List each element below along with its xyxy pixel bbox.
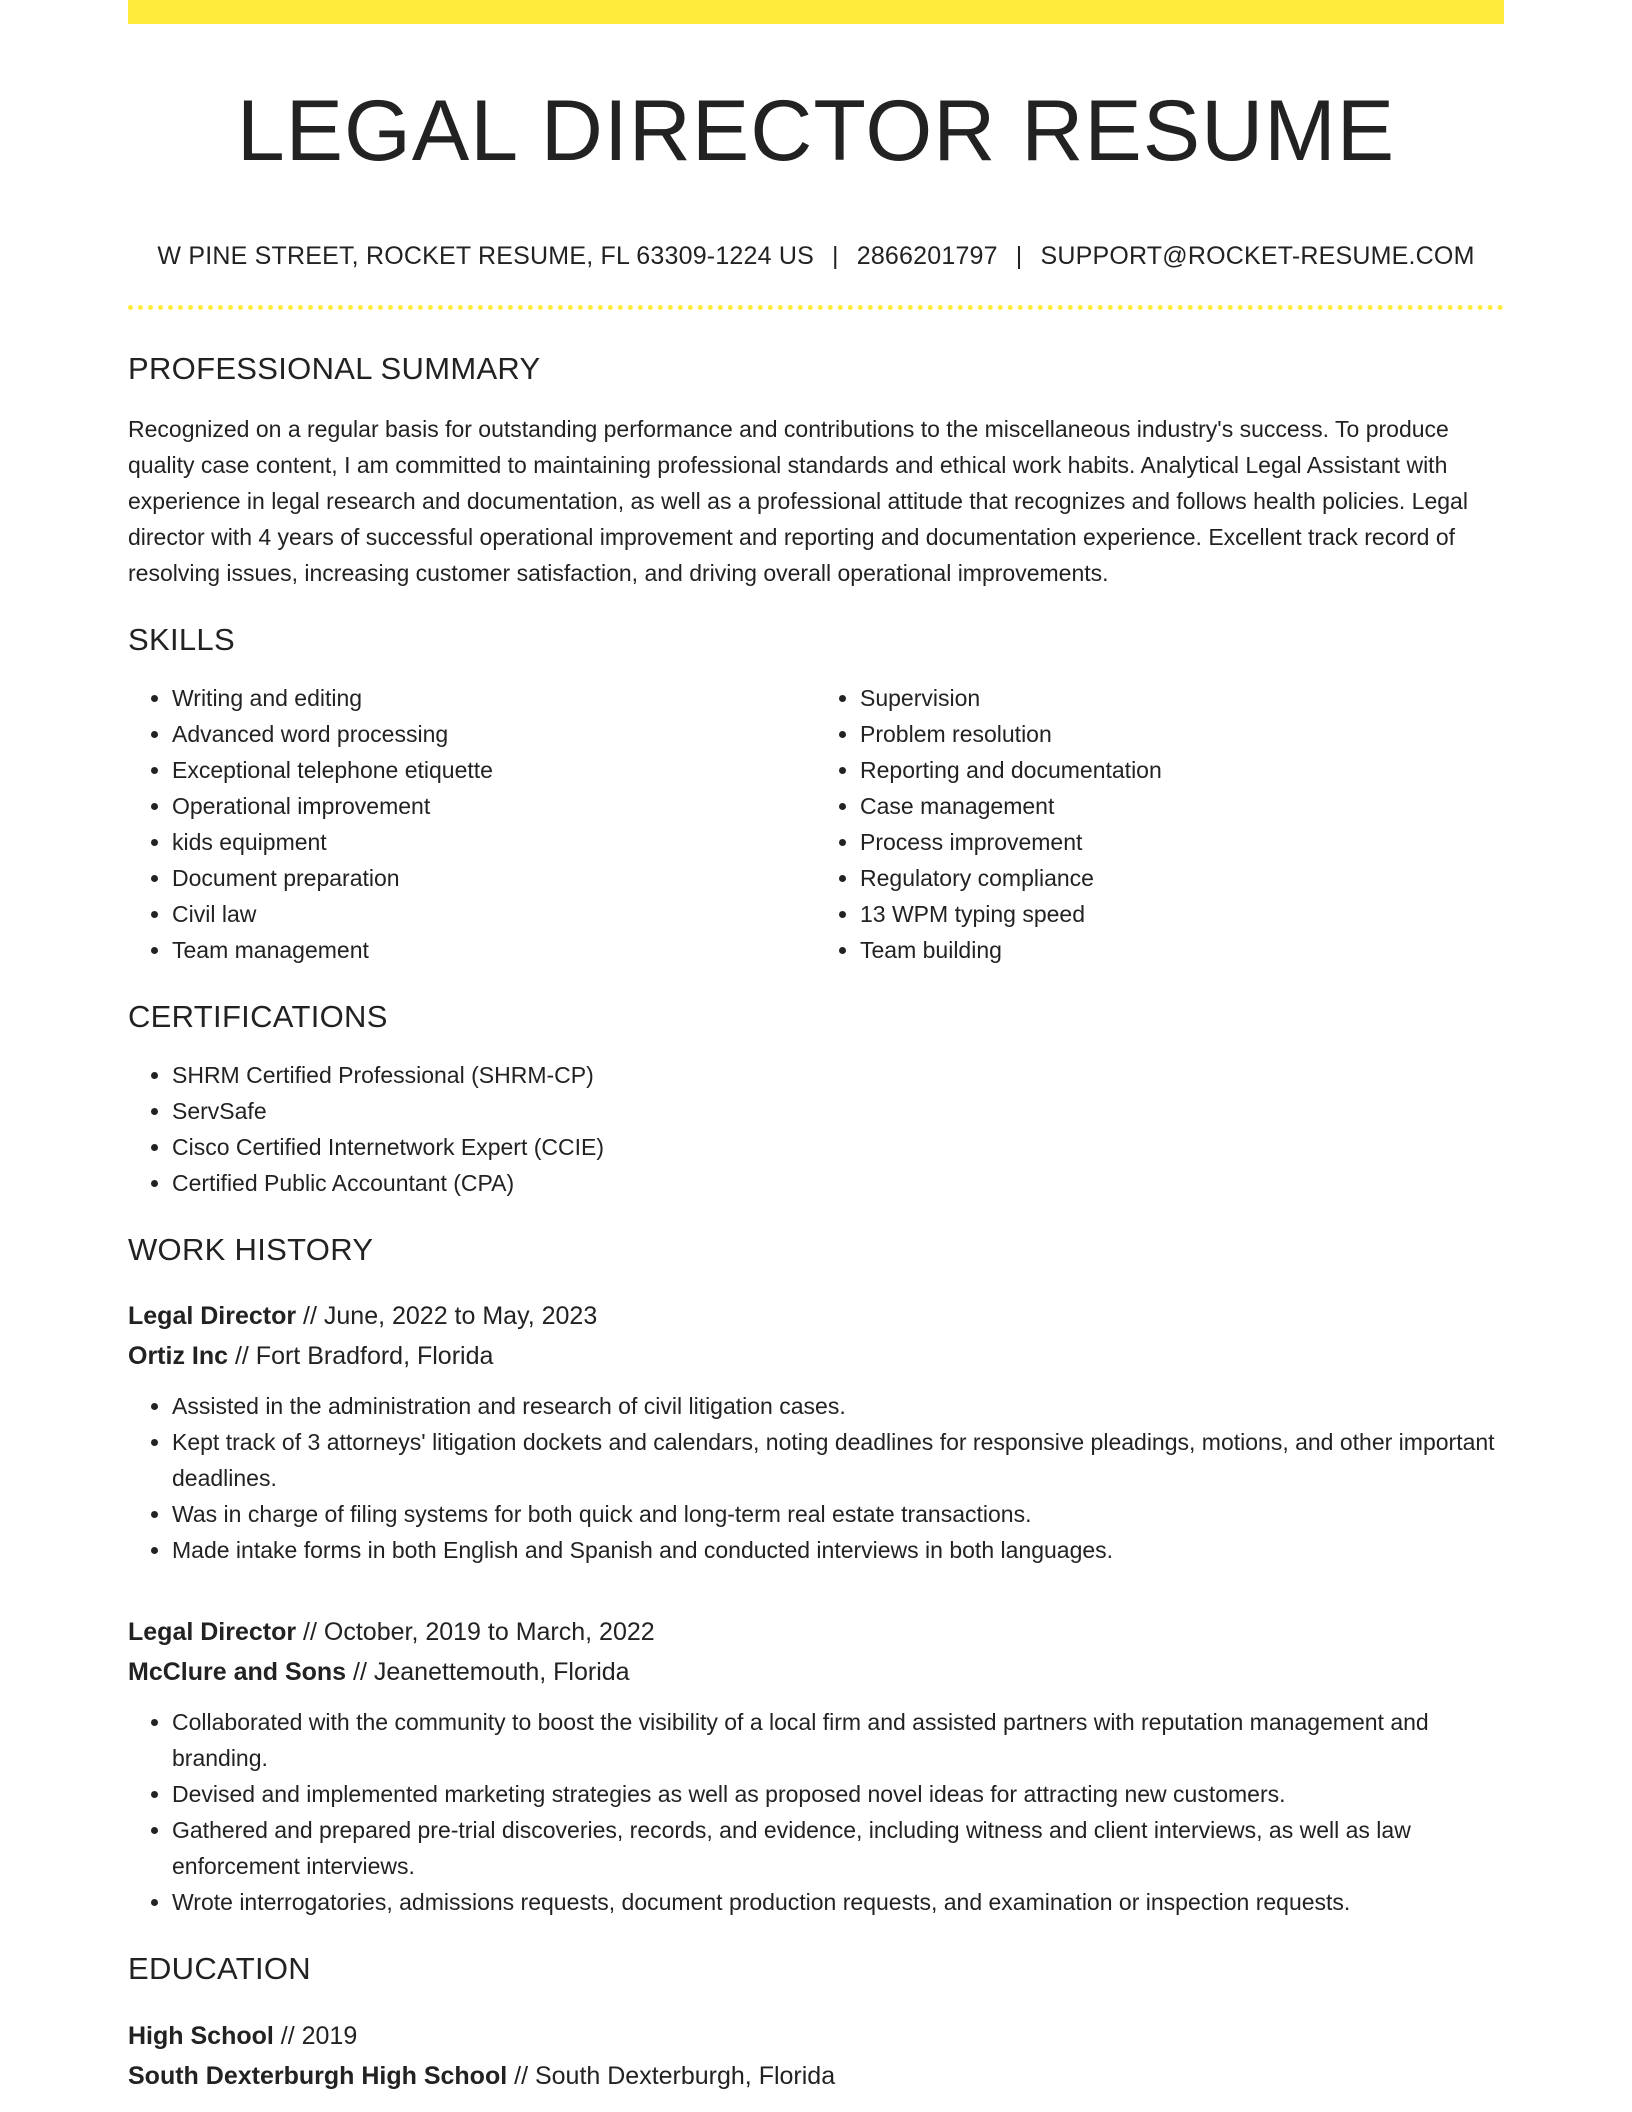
job-dates: // October, 2019 to March, 2022: [296, 1618, 655, 1647]
contact-email: SUPPORT@ROCKET-RESUME.COM: [1040, 241, 1475, 270]
education-location: // South Dexterburgh, Florida: [507, 2061, 836, 2090]
skill-item: • Process improvement: [860, 824, 1504, 860]
certification-item: • Cisco Certified Internetwork Expert (CCIE): [172, 1129, 1504, 1165]
job-location: // Fort Bradford, Florida: [228, 1342, 494, 1371]
job-bullet: • Wrote interrogatories, admissions requests, document production requests, and examination or inspection requests.: [172, 1884, 1504, 1920]
skills-heading: SKILLS: [128, 621, 235, 657]
skill-item: • Team building: [860, 932, 1504, 968]
contact-phone: 2866201797: [856, 241, 998, 270]
skill-item: • Team management: [172, 932, 816, 968]
skill-item: • Civil law: [172, 896, 816, 932]
job-role: Legal Director: [128, 1618, 297, 1647]
education-heading: EDUCATION: [128, 1951, 311, 1987]
skill-item: • Document preparation: [172, 860, 816, 896]
job-location: // Jeanettemouth, Florida: [346, 1658, 630, 1687]
certification-item: • SHRM Certified Professional (SHRM-CP): [172, 1057, 1504, 1093]
skill-item: • Regulatory compliance: [860, 860, 1504, 896]
skills-list: [128, 680, 1504, 968]
job-company-line: [128, 1652, 1504, 1692]
education-school: South Dexterburgh High School: [128, 2061, 508, 2090]
contact-address: W PINE STREET, ROCKET RESUME, FL 63309-1224 US: [157, 241, 815, 270]
contact-line: [128, 241, 1504, 271]
job-entry: [128, 1296, 1504, 1568]
education-entry: [128, 2016, 1504, 2096]
certification-item: • ServSafe: [172, 1093, 1504, 1129]
resume-title: LEGAL DIRECTOR RESUME: [236, 83, 1396, 179]
job-entry: [128, 1612, 1504, 1920]
job-role-line: [128, 1612, 1504, 1652]
education-degree-line: [128, 2016, 1504, 2056]
summary-text: Recognized on a regular basis for outstanding performance and contributions to the miscellaneous industry's success. To produce quality case content, I am committed to maintaining professional standards and ethical work habits. Analytical Legal Assistant with experience in legal research and documentation, as well as a professional attitude that recognizes and follows health policies. Legal director with 4 years of successful operational improvement and reporting and documentation experience. Excellent track record of resolving issues, increasing customer satisfaction, and driving overall operational improvements.: [128, 415, 1468, 586]
skills-column-right: [816, 680, 1504, 968]
education-year: // 2019: [273, 2021, 358, 2050]
summary-heading: PROFESSIONAL SUMMARY: [128, 350, 541, 386]
skill-item: • Exceptional telephone etiquette: [172, 752, 816, 788]
skill-item: • Problem resolution: [860, 716, 1504, 752]
job-bullet: • Collaborated with the community to boost the visibility of a local firm and assisted partners with reputation management and branding.: [172, 1704, 1504, 1776]
job-bullet: • Gathered and prepared pre-trial discoveries, records, and evidence, including witness and client interviews, as well as law enforcement interviews.: [172, 1812, 1504, 1884]
job-bullets: [128, 1388, 1504, 1568]
certifications-heading: CERTIFICATIONS: [128, 998, 388, 1034]
skill-item: • Case management: [860, 788, 1504, 824]
job-company: Ortiz Inc: [128, 1342, 229, 1371]
contact-separator: |: [1015, 241, 1023, 270]
job-bullet: • Kept track of 3 attorneys' litigation dockets and calendars, noting deadlines for responsive pleadings, motions, and other important deadlines.: [172, 1424, 1504, 1496]
contact-separator: |: [832, 241, 839, 270]
header-divider: [128, 305, 1504, 310]
education-school-line: [128, 2056, 1504, 2096]
job-bullet: • Devised and implemented marketing strategies as well as proposed novel ideas for attracting new customers.: [172, 1776, 1504, 1812]
job-bullet: • Was in charge of filing systems for both quick and long-term real estate transactions.: [172, 1496, 1504, 1532]
skill-item: • Reporting and documentation: [860, 752, 1504, 788]
skill-item: • 13 WPM typing speed: [860, 896, 1504, 932]
skill-item: • Writing and editing: [172, 680, 816, 716]
top-accent-bar: [128, 0, 1504, 24]
job-dates: // June, 2022 to May, 2023: [296, 1302, 598, 1331]
work-history-heading: WORK HISTORY: [128, 1232, 374, 1268]
skills-column-left: [128, 680, 816, 968]
resume-page: [128, 0, 1504, 2096]
job-bullets: [128, 1704, 1504, 1920]
certification-item: • Certified Public Accountant (CPA): [172, 1165, 1504, 1201]
job-role-line: [128, 1296, 1504, 1336]
skill-item: • Advanced word processing: [172, 716, 816, 752]
certifications-list: [128, 1057, 1504, 1201]
job-role: Legal Director: [128, 1302, 297, 1331]
skill-item: • Supervision: [860, 680, 1504, 716]
job-bullet: • Assisted in the administration and research of civil litigation cases.: [172, 1388, 1504, 1424]
job-company-line: [128, 1336, 1504, 1376]
skill-item: • kids equipment: [172, 824, 816, 860]
job-bullet: • Made intake forms in both English and Spanish and conducted interviews in both languages.: [172, 1532, 1504, 1568]
skill-item: • Operational improvement: [172, 788, 816, 824]
job-company: McClure and Sons: [128, 1658, 347, 1687]
education-degree: High School: [128, 2021, 274, 2050]
